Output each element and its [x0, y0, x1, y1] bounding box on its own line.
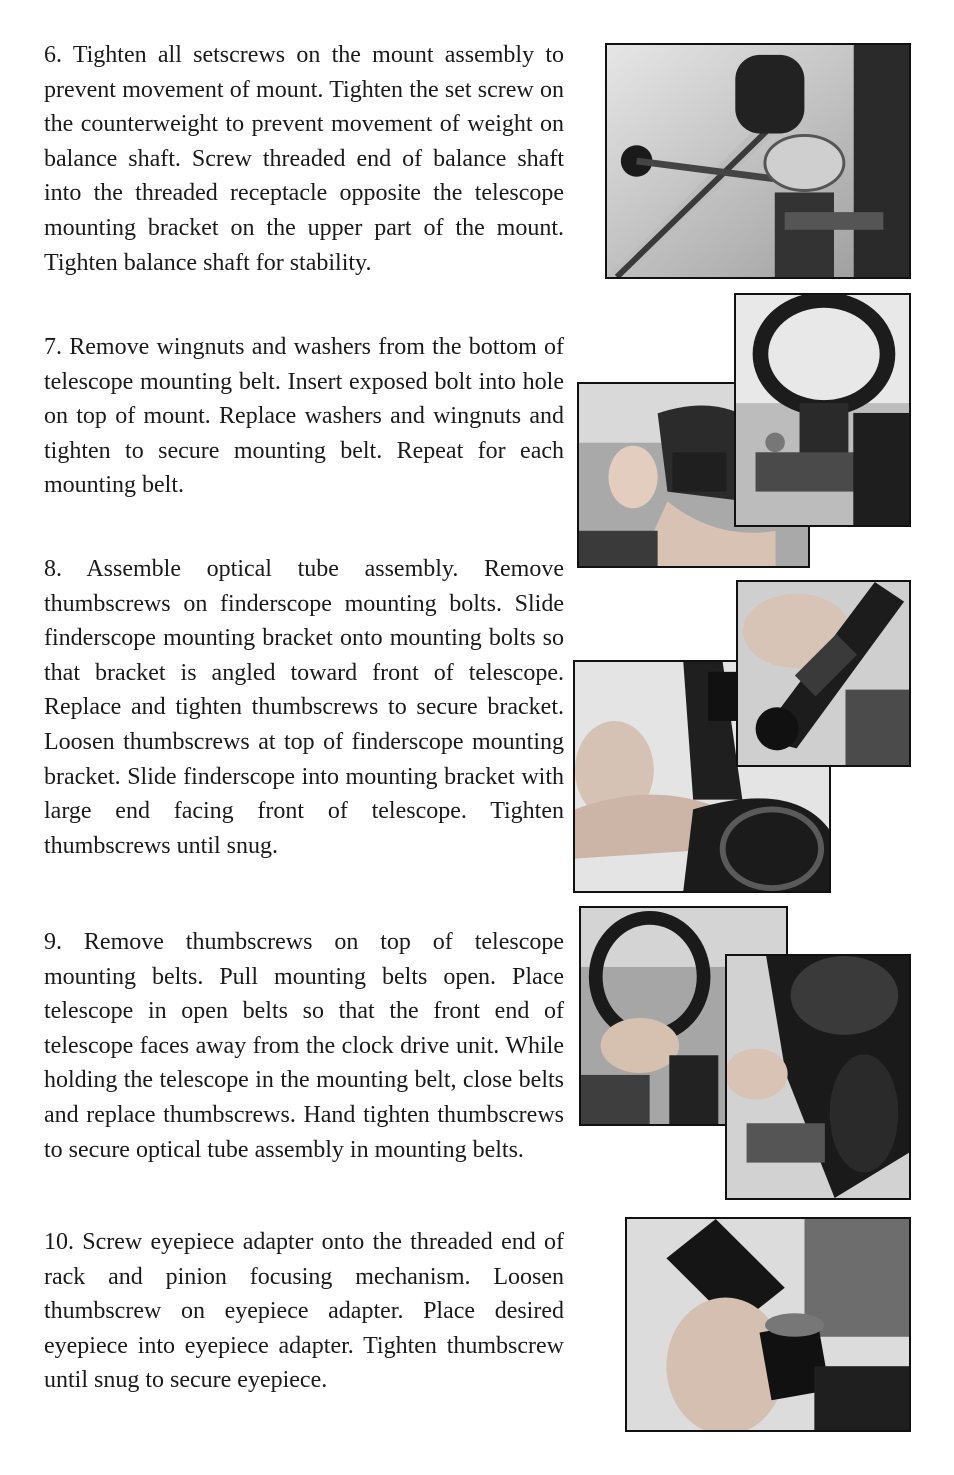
- step-10-photo: [625, 1217, 911, 1432]
- step-9-photo-front: [725, 954, 911, 1200]
- step-8-text: 8. Assemble optical tube assembly. Remove thumbscrews on finderscope mounting bolts. Slide finderscope mounting bracket onto mounting bolts so that bracket is angled toward front of telescope. Replace and tighten thumbscrews to secure bracket. Loosen thumbscrews at top of finderscope mounting bracket. Slide finderscope into mounting bracket with large end facing front of telescope. Tighten thumbscrews until snug.: [44, 556, 564, 859]
- step-7-photo-front: [734, 293, 911, 527]
- step-10-text: 10. Screw eyepiece adapter onto the threaded end of rack and pinion focusing mechanism. Loosen thumbscrew on eyepiece adapter. Place desired eyepiece into eyepiece adapter. Tighten thumbscrew until snug to secure eyepiece.: [44, 1229, 564, 1394]
- step-6-text: 6. Tighten all setscrews on the mount assembly to prevent movement of mount. Tighten the set screw on the counterweight to prevent movement of weight on balance shaft. Screw threaded end of balance shaft into the threaded receptacle opposite the telescope mounting bracket on the upper part of the mount. Tighten balance shaft for stability.: [44, 42, 564, 276]
- step-7-text: 7. Remove wingnuts and washers from the bottom of telescope mounting belt. Insert exposed bolt into hole on top of mount. Replace washers and wingnuts and tighten to secure mounting belt. Repeat for each mounting belt.: [44, 334, 564, 499]
- step-6-photo: [605, 43, 911, 279]
- step-9-text: 9. Remove thumbscrews on top of telescope mounting belts. Pull mounting belts open. Place telescope in open belts so that the front end of telescope faces away from the clock drive unit. While holding the telescope in the mounting belt, close belts and replace thumbscrews. Hand tighten thumbscrews to secure optical tube assembly in mounting belts.: [44, 929, 564, 1163]
- step-8-photo-front: [736, 580, 911, 767]
